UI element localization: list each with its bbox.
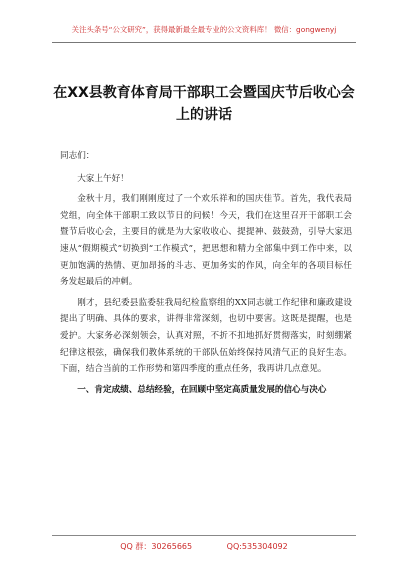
document-title: 在XX县教育体育局干部职工会暨国庆节后收心会上的讲话	[53, 85, 355, 123]
paragraph-intro: 金秋十月，我们刚刚度过了一个欢乐祥和的国庆佳节。首先，我代表局党组，向全体干部职工致以节日的问候！今天，我们在这里召开干部职工会暨节后收心会，主要目的就是为大家收收心、提提神、鼓鼓劲，引导大家迅速从“假期模式”切换到“工作模式”，把思想和精力全部集中到工作中来，以更加饱满的热情、更加昂扬的斗志、更加务实的作风，向全年的各项目标任务发起最后的冲刺。	[60, 194, 352, 288]
footer-qq-group: QQ 群：30265665	[120, 542, 193, 551]
header-promo-text: 关注头条号“公文研究”，获得最新最全最专业的公文资料库！ 微信：gongwenyj	[71, 25, 337, 34]
footer-divider	[52, 535, 356, 536]
footer-qq-number: QQ:535304092	[226, 542, 288, 551]
paragraph-discipline: 刚才，县纪委县监委驻我局纪检监察组的XX同志就工作纪律和廉政建设提出了明确、具体的要求，讲得非常深刻，也切中要害。这既是提醒，也是爱护。大家务必深刻领会，认真对照，不折不扣地抓好贯彻落实，时刻绷紧纪律这根弦，确保我们教体系统的干部队伍始终保持风清气正的良好生态。下面，结合当前的工作形势和第四季度的重点任务，我再讲几点意见。	[60, 297, 352, 375]
salutation: 同志们：	[60, 151, 95, 161]
header-divider	[52, 42, 356, 43]
document-body	[60, 148, 352, 402]
footer-contact	[0, 541, 408, 552]
paragraph-greeting: 大家上午好！	[77, 173, 129, 184]
section-heading-1: 一、肯定成绩、总结经验，在回顾中坚定高质量发展的信心与决心	[77, 384, 327, 395]
